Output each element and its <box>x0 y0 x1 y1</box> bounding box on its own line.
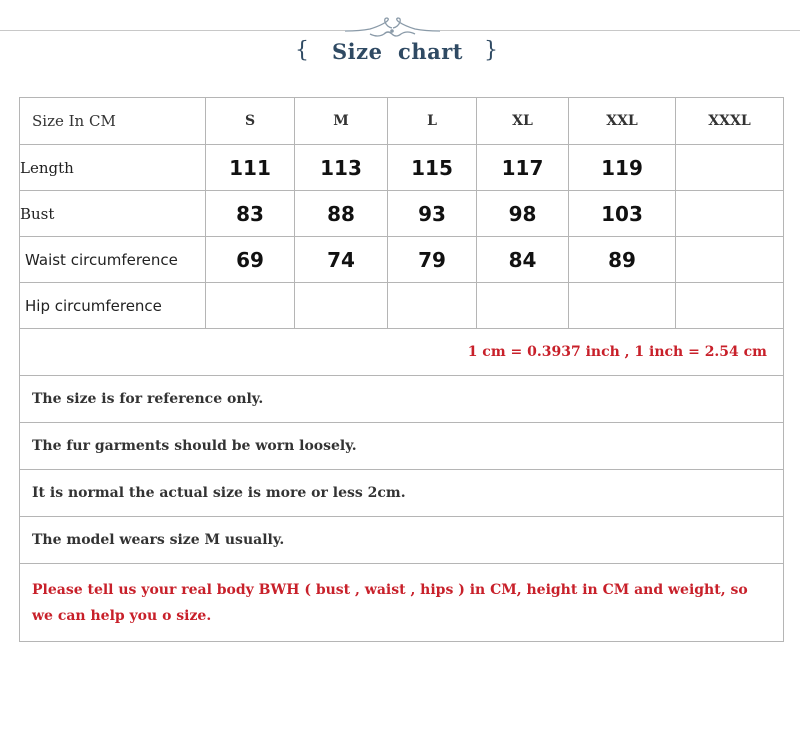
unit-conversion-note: 1 cm = 0.3937 inch , 1 inch = 2.54 cm <box>20 329 784 376</box>
cell-value: 103 <box>569 191 676 237</box>
note-row <box>20 470 784 517</box>
header-cell-m: M <box>295 98 388 145</box>
note-reference-only: The size is for reference only. <box>20 376 784 423</box>
header-cell-s: S <box>206 98 295 145</box>
header-cell-xl: XL <box>477 98 569 145</box>
note-model-size: The model wears size M usually. <box>20 517 784 564</box>
conversion-row <box>20 329 784 376</box>
note-row <box>20 423 784 470</box>
cell-value: 89 <box>569 237 676 283</box>
title-open-brace: { <box>295 38 309 63</box>
header-cell-l: L <box>388 98 477 145</box>
cell-value <box>676 237 784 283</box>
table-row-hip <box>20 283 784 329</box>
measurement-request-note: Please tell us your real body BWH ( bust , waist , hips ) in CM, height in CM and weight, so we can help you o size. <box>20 564 784 642</box>
row-label-bust: Bust <box>20 191 206 237</box>
cell-value <box>206 283 295 329</box>
header-cell-size: Size In CM <box>20 98 206 145</box>
header-cell-xxxl: XXXL <box>676 98 784 145</box>
request-row <box>20 564 784 642</box>
cell-value <box>676 191 784 237</box>
cell-value: 119 <box>569 145 676 191</box>
table-row-length <box>20 145 784 191</box>
header-cell-xxl: XXL <box>569 98 676 145</box>
cell-value: 111 <box>206 145 295 191</box>
table-row-waist <box>20 237 784 283</box>
cell-value: 79 <box>388 237 477 283</box>
cell-value <box>477 283 569 329</box>
cell-value <box>676 283 784 329</box>
table-row-bust <box>20 191 784 237</box>
title-close-brace: } <box>484 38 498 63</box>
note-row <box>20 517 784 564</box>
divider-left <box>0 30 345 31</box>
cell-value: 83 <box>206 191 295 237</box>
row-label-length: Length <box>20 145 206 191</box>
cell-value: 115 <box>388 145 477 191</box>
note-row <box>20 376 784 423</box>
cell-value: 113 <box>295 145 388 191</box>
cell-value <box>295 283 388 329</box>
cell-value <box>388 283 477 329</box>
cell-value: 88 <box>295 191 388 237</box>
divider-right <box>440 30 800 31</box>
cell-value: 93 <box>388 191 477 237</box>
cell-value: 69 <box>206 237 295 283</box>
row-label-hip: Hip circumference <box>20 283 206 329</box>
title-text: Size chart <box>332 39 463 64</box>
row-label-waist: Waist circumference <box>20 237 206 283</box>
size-chart-table <box>19 97 784 642</box>
cell-value: 84 <box>477 237 569 283</box>
cell-value: 98 <box>477 191 569 237</box>
page-header <box>0 0 800 80</box>
cell-value: 117 <box>477 145 569 191</box>
cell-value <box>569 283 676 329</box>
note-size-tolerance: It is normal the actual size is more or less 2cm. <box>20 470 784 517</box>
table-header-row <box>20 98 784 145</box>
page-title <box>292 38 502 70</box>
cell-value: 74 <box>295 237 388 283</box>
cell-value <box>676 145 784 191</box>
note-worn-loosely: The fur garments should be worn loosely. <box>20 423 784 470</box>
